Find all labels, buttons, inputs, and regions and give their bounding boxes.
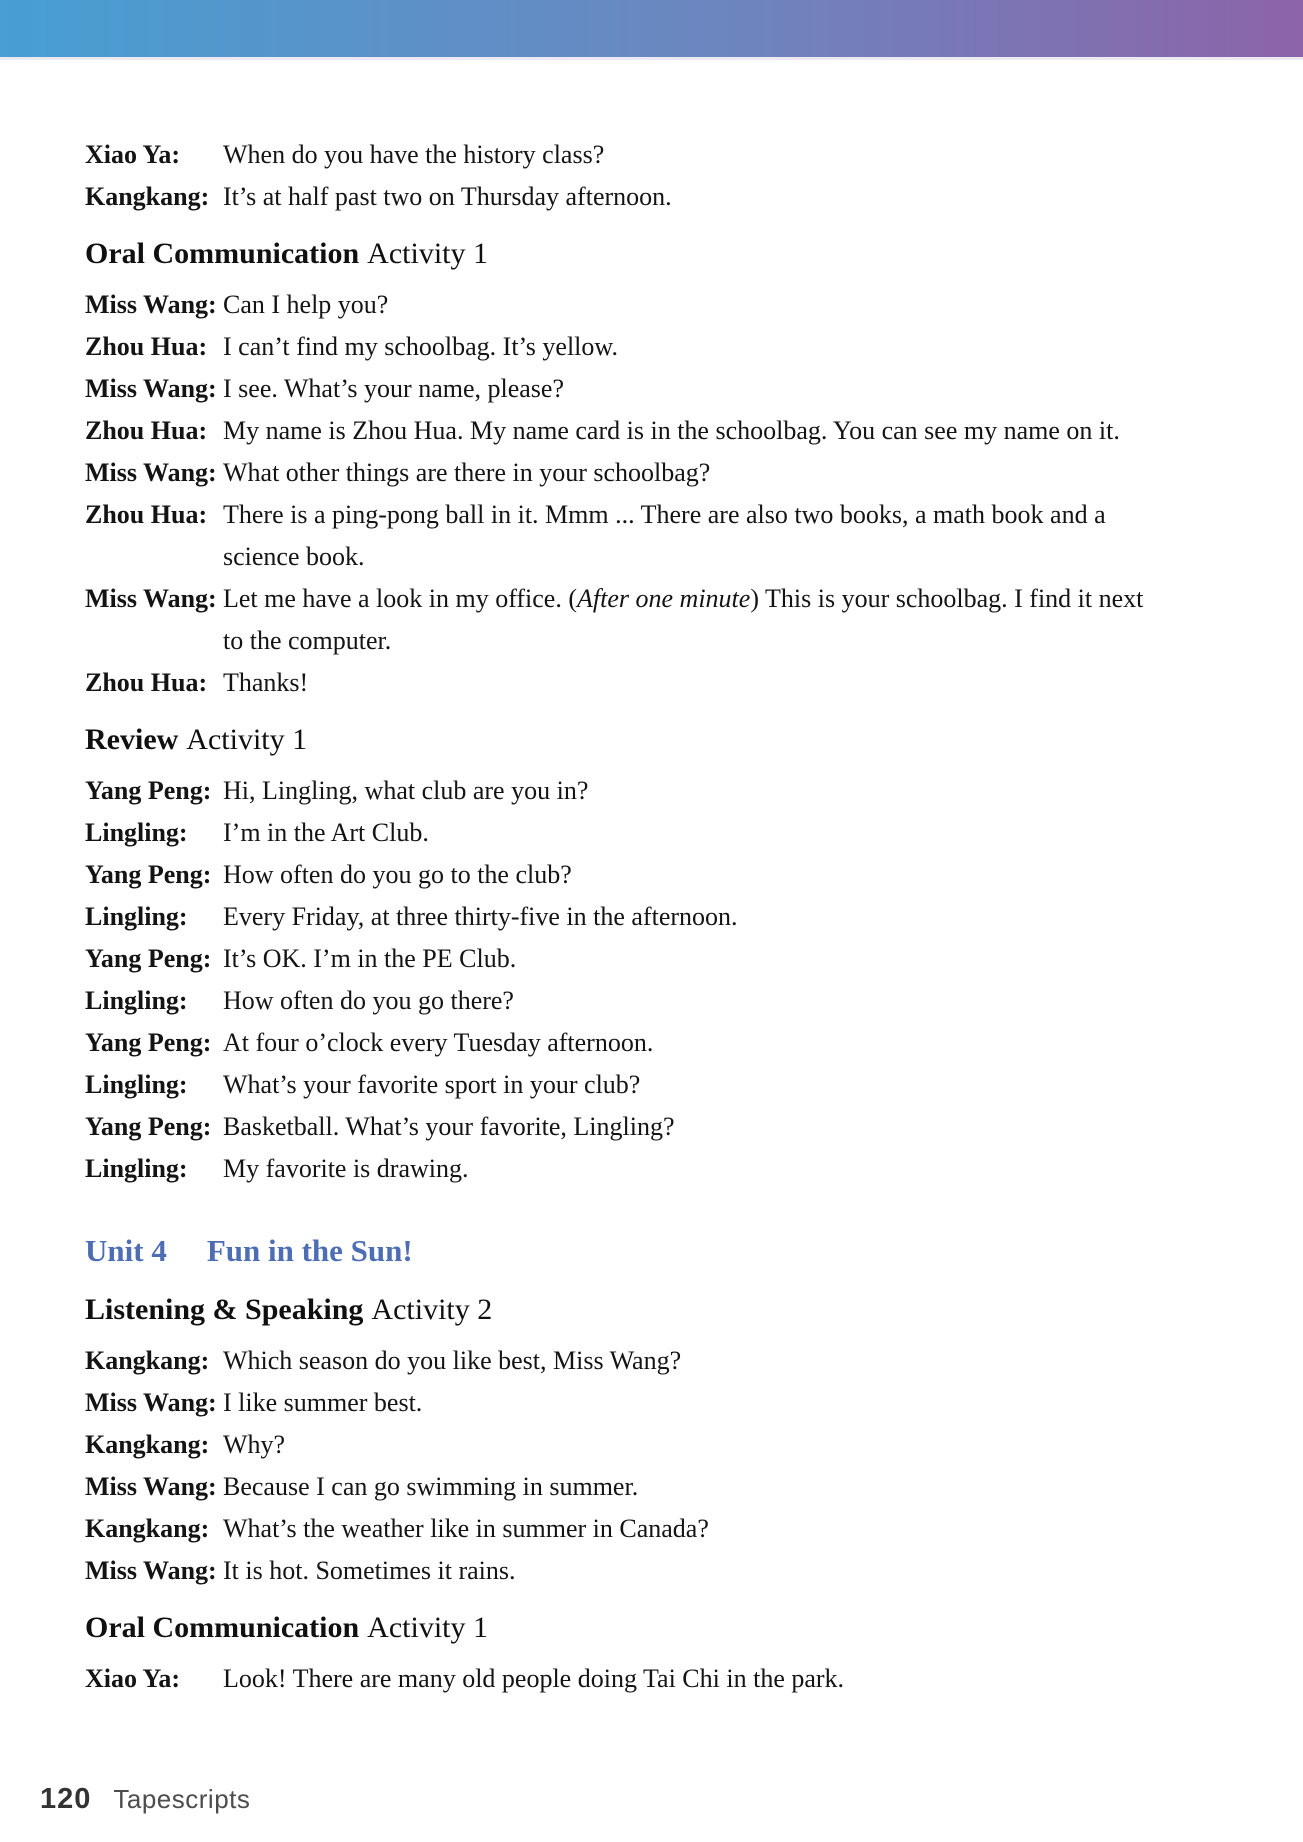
speaker-label: Yang Peng:	[85, 776, 212, 805]
dialogue-segment: How often do you go to the club?	[223, 860, 572, 889]
dialogue-text	[223, 284, 388, 326]
unit-title: Fun in the Sun!	[206, 1233, 413, 1268]
dialogue-block	[85, 284, 1245, 704]
dialogue-line	[223, 1658, 844, 1700]
speaker-label: Zhou Hua:	[85, 500, 208, 529]
dialogue-row	[85, 578, 1245, 662]
dialogue-row	[85, 410, 1245, 452]
section-heading	[85, 718, 1245, 762]
dialogue-text	[223, 662, 308, 704]
dialogue-text	[223, 1550, 516, 1592]
dialogue-segment: At four o’clock every Tuesday afternoon.	[223, 1028, 654, 1057]
dialogue-line	[223, 1340, 681, 1382]
dialogue-segment: My name is Zhou Hua. My name card is in the schoolbag. You can see my name on it.	[223, 416, 1120, 445]
top-bar-gradient	[0, 0, 1303, 60]
dialogue-segment: I can’t find my schoolbag. It’s yellow.	[223, 332, 618, 361]
dialogue-text	[223, 1466, 638, 1508]
dialogue-text	[223, 134, 604, 176]
dialogue-line	[223, 854, 572, 896]
speaker-label: Lingling:	[85, 986, 188, 1015]
dialogue-row	[85, 368, 1245, 410]
section-heading-rest: Activity 1	[367, 1611, 488, 1644]
dialogue-line	[223, 134, 604, 176]
dialogue-line	[223, 1022, 653, 1064]
dialogue-line	[223, 536, 1106, 578]
dialogue-line	[223, 452, 710, 494]
dialogue-row	[85, 1424, 1245, 1466]
section-heading-rest: Activity 1	[186, 723, 308, 756]
dialogue-text	[223, 1508, 709, 1550]
dialogue-segment: How often do you go there?	[223, 986, 514, 1015]
dialogue-row	[85, 662, 1245, 704]
dialogue-line	[223, 770, 588, 812]
dialogue-segment: Because I can go swimming in summer.	[223, 1472, 639, 1501]
section-heading-rest: Activity 1	[367, 237, 488, 270]
dialogue-segment: Which season do you like best, Miss Wang?	[223, 1346, 682, 1375]
dialogue-segment: When do you have the history class?	[223, 140, 605, 169]
dialogue-segment: After one minute	[577, 584, 751, 613]
speaker-label: Kangkang:	[85, 1514, 210, 1543]
dialogue-text	[223, 368, 564, 410]
dialogue-text	[223, 896, 738, 938]
section-heading-bold: Oral Communication	[85, 1611, 360, 1644]
dialogue-block	[85, 1340, 1245, 1592]
dialogue-text	[223, 1424, 285, 1466]
dialogue-line	[223, 1550, 516, 1592]
speaker-label: Lingling:	[85, 902, 188, 931]
dialogue-row	[85, 896, 1245, 938]
dialogue-segment: My favorite is drawing.	[223, 1154, 469, 1183]
dialogue-line	[223, 1106, 675, 1148]
dialogue-line	[223, 368, 564, 410]
dialogue-line	[223, 284, 388, 326]
dialogue-row	[85, 854, 1245, 896]
dialogue-text	[223, 770, 588, 812]
speaker-label: Miss Wang:	[85, 374, 217, 403]
dialogue-text	[223, 980, 514, 1022]
section-heading-bold: Oral Communication	[85, 237, 360, 270]
dialogue-row	[85, 1466, 1245, 1508]
speaker-label: Kangkang:	[85, 182, 210, 211]
dialogue-segment: Let me have a look in my office. (	[223, 584, 578, 613]
dialogue-text	[223, 812, 429, 854]
dialogue-line	[223, 620, 1143, 662]
dialogue-row	[85, 326, 1245, 368]
dialogue-line	[223, 980, 514, 1022]
dialogue-line	[223, 1064, 640, 1106]
speaker-label: Kangkang:	[85, 1430, 210, 1459]
dialogue-row	[85, 812, 1245, 854]
dialogue-row	[85, 1022, 1245, 1064]
dialogue-text	[223, 326, 618, 368]
dialogue-row	[85, 494, 1245, 578]
speaker-label: Zhou Hua:	[85, 332, 208, 361]
content	[0, 60, 1303, 1700]
dialogue-row	[85, 938, 1245, 980]
dialogue-text	[223, 494, 1106, 578]
dialogue-segment: Every Friday, at three thirty-five in the afternoon.	[223, 902, 738, 931]
dialogue-line	[223, 1148, 469, 1190]
dialogue-line	[223, 1466, 638, 1508]
dialogue-line	[223, 1382, 422, 1424]
dialogue-line	[223, 812, 429, 854]
dialogue-text	[223, 176, 672, 218]
dialogue-segment: What’s the weather like in summer in Canada?	[223, 1514, 709, 1543]
dialogue-text	[223, 578, 1143, 662]
dialogue-segment: Basketball. What’s your favorite, Lingling?	[223, 1112, 675, 1141]
dialogue-text	[223, 1148, 469, 1190]
speaker-label: Lingling:	[85, 818, 188, 847]
dialogue-row	[85, 452, 1245, 494]
speaker-label: Zhou Hua:	[85, 668, 208, 697]
dialogue-segment: Why?	[223, 1430, 286, 1459]
speaker-label: Miss Wang:	[85, 584, 217, 613]
dialogue-segment: What’s your favorite sport in your club?	[223, 1070, 641, 1099]
speaker-label: Lingling:	[85, 1070, 188, 1099]
dialogue-segment: Thanks!	[223, 668, 309, 697]
dialogue-row	[85, 1148, 1245, 1190]
dialogue-segment: Hi, Lingling, what club are you in?	[223, 776, 589, 805]
dialogue-text	[223, 410, 1120, 452]
unit-heading	[85, 1228, 1245, 1274]
dialogue-text	[223, 1382, 422, 1424]
footer-tapescripts-label: Tapescripts	[113, 1784, 251, 1814]
dialogue-line	[223, 410, 1120, 452]
speaker-label: Yang Peng:	[85, 1028, 212, 1057]
dialogue-segment: It’s at half past two on Thursday afternoon.	[223, 182, 672, 211]
dialogue-segment: It is hot. Sometimes it rains.	[223, 1556, 516, 1585]
section-heading	[85, 1288, 1245, 1332]
dialogue-segment: to the computer.	[223, 626, 392, 655]
dialogue-row	[85, 1106, 1245, 1148]
page-number: 120	[40, 1783, 92, 1815]
dialogue-segment: science book.	[223, 542, 365, 571]
dialogue-segment: I see. What’s your name, please?	[223, 374, 564, 403]
dialogue-segment: What other things are there in your schoolbag?	[223, 458, 711, 487]
section-heading-rest: Activity 2	[371, 1293, 493, 1326]
dialogue-segment: It’s OK. I’m in the PE Club.	[223, 944, 517, 973]
dialogue-text	[223, 452, 710, 494]
dialogue-row	[85, 1508, 1245, 1550]
section-heading-bold: Review	[85, 723, 179, 756]
dialogue-row	[85, 1382, 1245, 1424]
dialogue-text	[223, 1064, 640, 1106]
dialogue-row	[85, 1064, 1245, 1106]
dialogue-line	[223, 662, 308, 704]
dialogue-row	[85, 1550, 1245, 1592]
speaker-label: Yang Peng:	[85, 1112, 212, 1141]
dialogue-line	[223, 1508, 709, 1550]
footer	[40, 1783, 250, 1816]
dialogue-text	[223, 1658, 844, 1700]
dialogue-row	[85, 980, 1245, 1022]
dialogue-segment: ) This is your schoolbag. I find it next	[750, 584, 1144, 613]
unit-label: Unit 4	[85, 1233, 167, 1268]
dialogue-text	[223, 1340, 681, 1382]
speaker-label: Miss Wang:	[85, 458, 217, 487]
section-heading	[85, 1606, 1245, 1650]
speaker-label: Xiao Ya:	[85, 140, 181, 169]
dialogue-segment: I’m in the Art Club.	[223, 818, 429, 847]
dialogue-line	[223, 176, 672, 218]
dialogue-block	[85, 770, 1245, 1190]
dialogue-line	[223, 896, 738, 938]
section-heading	[85, 232, 1245, 276]
dialogue-segment: I like summer best.	[223, 1388, 423, 1417]
dialogue-line	[223, 578, 1143, 620]
dialogue-text	[223, 1022, 653, 1064]
dialogue-row	[85, 284, 1245, 326]
dialogue-segment: There is a ping-pong ball in it. Mmm ... There are also two books, a math book and a	[223, 500, 1106, 529]
dialogue-row	[85, 1340, 1245, 1382]
dialogue-line	[223, 326, 618, 368]
dialogue-text	[223, 1106, 675, 1148]
speaker-label: Kangkang:	[85, 1346, 210, 1375]
dialogue-block	[85, 134, 1245, 218]
dialogue-row	[85, 134, 1245, 176]
dialogue-row	[85, 1658, 1245, 1700]
speaker-label: Miss Wang:	[85, 1472, 217, 1501]
speaker-label: Yang Peng:	[85, 860, 212, 889]
dialogue-text	[223, 854, 572, 896]
dialogue-text	[223, 938, 516, 980]
speaker-label: Yang Peng:	[85, 944, 212, 973]
dialogue-line	[223, 494, 1106, 536]
speaker-label: Xiao Ya:	[85, 1664, 181, 1693]
dialogue-row	[85, 770, 1245, 812]
dialogue-block	[85, 1658, 1245, 1700]
speaker-label: Miss Wang:	[85, 1556, 217, 1585]
speaker-label: Lingling:	[85, 1154, 188, 1183]
dialogue-line	[223, 1424, 285, 1466]
dialogue-line	[223, 938, 516, 980]
speaker-label: Miss Wang:	[85, 290, 217, 319]
dialogue-segment: Look! There are many old people doing Tai Chi in the park.	[223, 1664, 845, 1693]
speaker-label: Zhou Hua:	[85, 416, 208, 445]
dialogue-row	[85, 176, 1245, 218]
dialogue-segment: Can I help you?	[223, 290, 389, 319]
section-heading-bold: Listening & Speaking	[85, 1293, 364, 1326]
speaker-label: Miss Wang:	[85, 1388, 217, 1417]
